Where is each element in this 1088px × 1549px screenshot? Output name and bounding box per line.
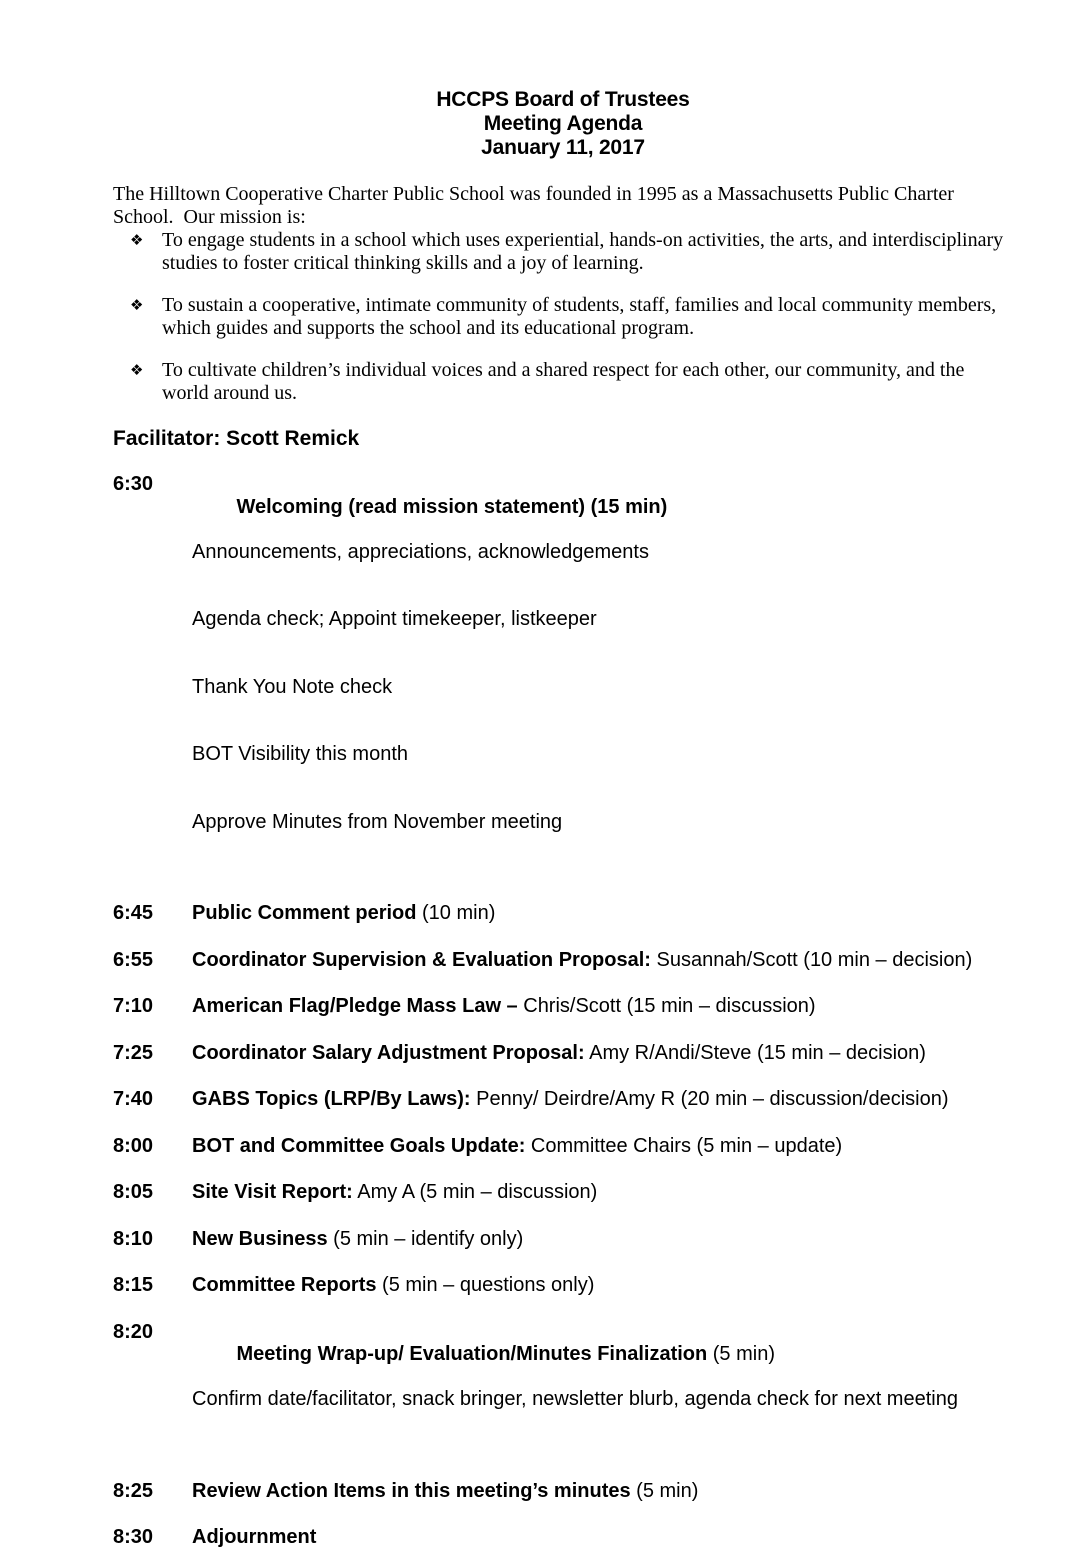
agenda-item-title: Site Visit Report: xyxy=(192,1181,353,1203)
agenda-item-8-00 xyxy=(113,1135,1068,1158)
agenda-body xyxy=(192,949,972,972)
agenda-body xyxy=(192,1135,842,1158)
agenda-body xyxy=(192,1088,949,1111)
agenda-item-detail: (5 min) xyxy=(630,1479,699,1502)
intro-paragraph xyxy=(113,183,1068,229)
diamond-bullet-icon: ❖ xyxy=(130,231,144,249)
agenda-item-detail: (5 min) xyxy=(707,1343,776,1365)
agenda-item-title: Review Action Items in this meeting’s minutes xyxy=(192,1479,631,1502)
mission-text xyxy=(162,359,964,405)
agenda-time: 8:20 xyxy=(113,1320,154,1343)
agenda-body xyxy=(192,1480,698,1503)
mission-text xyxy=(162,294,996,340)
mission-line: To sustain a cooperative, intimate community of students, staff, families and local community members, xyxy=(162,294,997,316)
mission-list xyxy=(113,229,1068,405)
agenda-subitem: Approve Minutes from November meeting xyxy=(192,810,563,833)
document-title-line: Meeting Agenda xyxy=(483,112,643,135)
mission-line: studies to foster critical thinking skills and a joy of learning. xyxy=(162,252,644,274)
agenda-item-title: New Business xyxy=(192,1227,328,1250)
agenda-item-detail: Chris/Scott (15 min – discussion) xyxy=(517,995,816,1017)
mission-line: To cultivate children’s individual voices and a shared respect for each other, our community, and the xyxy=(162,359,965,381)
agenda-item-7-40 xyxy=(113,1088,1068,1111)
agenda-subitem: BOT Visibility this month xyxy=(192,743,409,765)
agenda-subitem: Agenda check; Appoint timekeeper, listkeeper xyxy=(192,608,597,630)
agenda-time: 8:15 xyxy=(113,1274,154,1296)
agenda-body xyxy=(192,1181,597,1204)
agenda-item-detail: Susannah/Scott (10 min – decision) xyxy=(650,948,973,971)
agenda-time: 7:10 xyxy=(113,995,154,1017)
agenda-item-8-10 xyxy=(113,1228,1068,1251)
agenda-time: 8:25 xyxy=(113,1479,154,1502)
mission-line: which guides and supports the school and its educational program. xyxy=(162,317,695,339)
agenda-item-detail: Amy A (5 min – discussion) xyxy=(352,1181,598,1203)
agenda-time: 6:55 xyxy=(113,948,154,971)
agenda-time: 8:05 xyxy=(113,1181,154,1203)
diamond-bullet-icon: ❖ xyxy=(130,361,144,379)
agenda-body xyxy=(192,1321,958,1456)
agenda-item-6-45 xyxy=(113,902,1068,925)
agenda-item-detail: (5 min – identify only) xyxy=(327,1227,524,1250)
agenda-item-title: Adjournment xyxy=(192,1526,317,1548)
intro-line: School. Our mission is: xyxy=(113,206,306,228)
agenda-subitem: Confirm date/facilitator, snack bringer, newsletter blurb, agenda check for next meeting xyxy=(192,1388,958,1410)
facilitator-line: Facilitator: Scott Remick xyxy=(113,427,360,450)
diamond-bullet-icon: ❖ xyxy=(130,296,144,314)
agenda-item-title: Welcoming (read mission statement) (15 min) xyxy=(236,495,668,518)
agenda-item-title: Meeting Wrap-up/ Evaluation/Minutes Finalization xyxy=(236,1343,708,1365)
mission-item xyxy=(113,294,1068,340)
intro-line: The Hilltown Cooperative Charter Public School was founded in 1995 as a Massachusetts Public Charter xyxy=(113,183,954,205)
agenda-item-detail: Committee Chairs (5 min – update) xyxy=(525,1134,843,1157)
agenda-body xyxy=(192,902,495,925)
agenda-time: 8:30 xyxy=(113,1526,154,1548)
agenda-item-title: BOT and Committee Goals Update: xyxy=(192,1134,526,1157)
mission-item xyxy=(113,359,1068,405)
agenda-body xyxy=(192,1274,594,1297)
document-title-line: HCCPS Board of Trustees xyxy=(436,88,690,111)
agenda-subitem: Thank You Note check xyxy=(192,675,393,698)
agenda-item-title: Coordinator Salary Adjustment Proposal: xyxy=(192,1041,585,1064)
document-title xyxy=(113,88,1013,160)
agenda-item-title: American Flag/Pledge Mass Law – xyxy=(192,995,518,1017)
agenda-item-title: Committee Reports xyxy=(192,1274,377,1296)
agenda-time: 8:00 xyxy=(113,1134,154,1157)
agenda-body xyxy=(192,995,816,1018)
agenda-body xyxy=(192,1228,523,1251)
agenda-item-detail: Penny/ Deirdre/Amy R (20 min – discussion/decision) xyxy=(470,1088,949,1110)
agenda-item-7-25 xyxy=(113,1042,1068,1065)
agenda-item-7-10 xyxy=(113,995,1068,1018)
agenda-time: 6:30 xyxy=(113,473,154,495)
agenda-body xyxy=(192,1042,926,1065)
agenda-item-8-20 xyxy=(113,1321,1068,1456)
agenda-item-8-15 xyxy=(113,1274,1068,1297)
agenda-time: 7:25 xyxy=(113,1041,154,1064)
agenda-time: 6:45 xyxy=(113,902,154,924)
mission-line: world around us. xyxy=(162,382,297,404)
agenda-item-detail: (5 min – questions only) xyxy=(376,1274,595,1296)
agenda-item-8-05 xyxy=(113,1181,1068,1204)
agenda-item-6-30 xyxy=(113,473,1068,878)
agenda-time: 8:10 xyxy=(113,1227,154,1250)
agenda-item-title: Coordinator Supervision & Evaluation Proposal: xyxy=(192,948,651,971)
mission-item xyxy=(113,229,1068,275)
agenda-item-title: Public Comment period xyxy=(192,902,417,924)
agenda-item-detail: Amy R/Andi/Steve (15 min – decision) xyxy=(584,1041,926,1064)
agenda-list xyxy=(113,473,1068,1549)
agenda-item-8-30 xyxy=(113,1526,1068,1549)
agenda-subitem: Announcements, appreciations, acknowledgements xyxy=(192,540,649,563)
agenda-body xyxy=(192,473,667,878)
mission-line: To engage students in a school which uses experiential, hands-on activities, the arts, and interdisciplinary xyxy=(162,229,1004,251)
agenda-item-6-55 xyxy=(113,949,1068,972)
agenda-item-detail: (10 min) xyxy=(416,902,496,924)
agenda-item-8-25 xyxy=(113,1480,1068,1503)
mission-text xyxy=(162,229,1003,275)
agenda-body xyxy=(192,1526,316,1549)
agenda-item-title: GABS Topics (LRP/By Laws): xyxy=(192,1088,471,1110)
document-title-line: January 11, 2017 xyxy=(481,136,645,159)
agenda-time: 7:40 xyxy=(113,1088,154,1110)
